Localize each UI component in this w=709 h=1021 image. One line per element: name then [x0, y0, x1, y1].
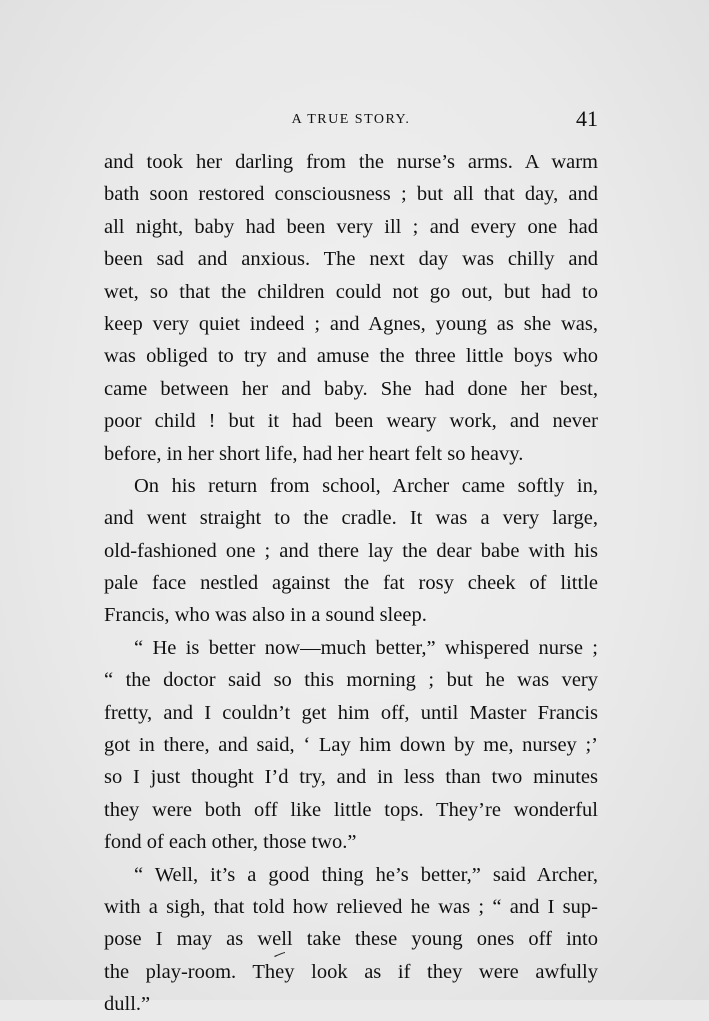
page-number: 41 [576, 106, 598, 131]
text-line: fretty, and I couldn’t get him off, until Master Francis [104, 701, 598, 724]
paragraph-first-line: On his return from school, Archer came softly in, [134, 474, 598, 497]
text-line: dull.” [104, 993, 151, 1016]
ink-mark [273, 951, 286, 957]
text-line: bath soon restored consciousness ; but all that day, and [104, 183, 598, 206]
text-line: was obliged to try and amuse the three little boys who [104, 345, 598, 368]
text-line: all night, baby had been very ill ; and every one had [104, 215, 598, 238]
text-line: poor child ! but it had been weary work, and never [104, 410, 598, 433]
page-header [104, 108, 598, 132]
text-line: got in there, and said, ‘ Lay him down by me, nursey ;’ [104, 734, 598, 757]
text-line: been sad and anxious. The next day was chilly and [104, 248, 598, 271]
text-line: wet, so that the children could not go out, but had to [104, 280, 598, 303]
text-line: pose I may as well take these young ones off into [104, 928, 598, 951]
text-line: came between her and baby. She had done her best, [104, 377, 598, 400]
text-line: keep very quiet indeed ; and Agnes, young as she was, [104, 312, 598, 335]
text-line: and went straight to the cradle. It was a very large, [104, 507, 598, 530]
running-head: A TRUE STORY. [291, 112, 411, 127]
text-line: pale face nestled against the fat rosy cheek of little [104, 572, 598, 595]
text-line: and took her darling from the nurse’s arms. A warm [104, 151, 598, 173]
text-line: “ the doctor said so this morning ; but he was very [104, 669, 598, 692]
text-line: before, in her short life, had her heart felt so heavy. [104, 442, 524, 465]
text-line: Francis, who was also in a sound sleep. [104, 604, 427, 627]
body-text [104, 146, 598, 1021]
text-line: with a sigh, that told how relieved he was ; “ and I sup- [104, 895, 598, 918]
paragraph-first-line: “ He is better now—much better,” whispered nurse ; [134, 636, 598, 659]
text-line: old-fashioned one ; and there lay the dear babe with his [104, 539, 598, 562]
text-line: they were both off like little tops. They’re wonderful [104, 798, 598, 821]
text-line: so I just thought I’d try, and in less than two minutes [104, 766, 598, 789]
text-line: fond of each other, those two.” [104, 831, 357, 854]
paragraph-first-line: “ Well, it’s a good thing he’s better,” said Archer, [134, 863, 598, 886]
text-line: the play-room. They look as if they were awfully [104, 960, 598, 983]
